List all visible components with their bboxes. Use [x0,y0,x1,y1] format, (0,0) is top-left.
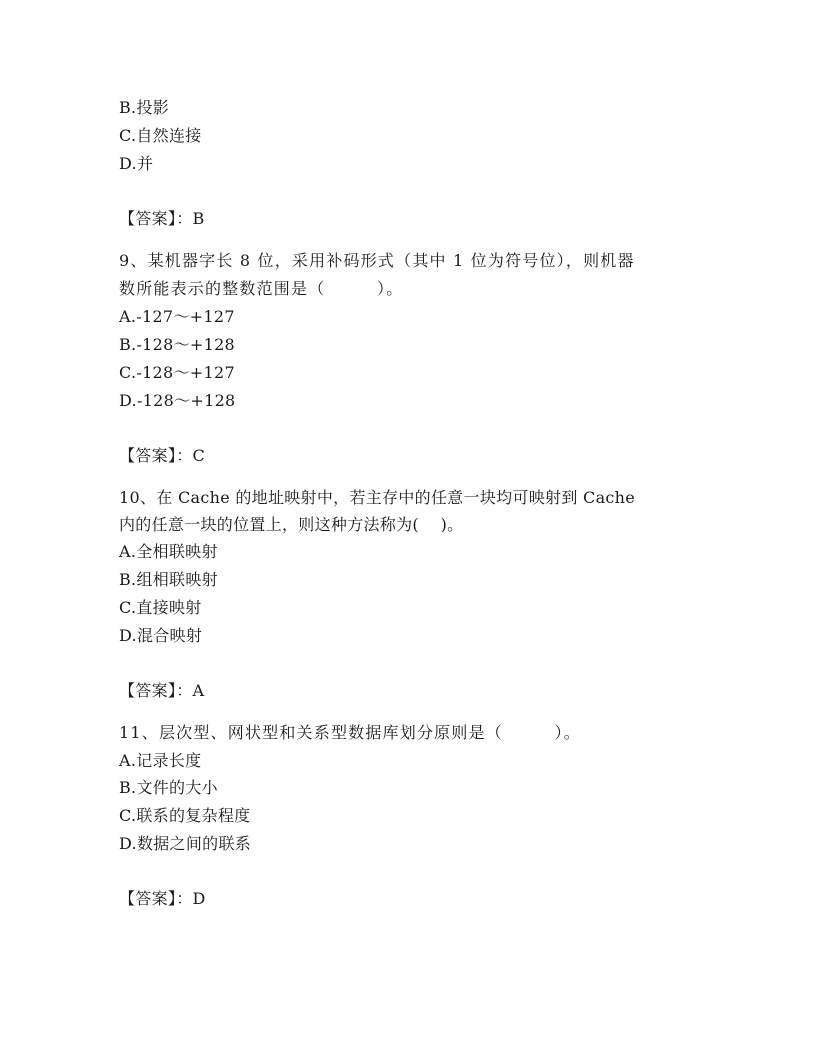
option-b: B.-128～+128 [119,335,236,354]
question-stem: 数所能表示的整数范围是（ ）。 [119,279,404,298]
option-c: C.联系的复杂程度 [119,806,251,825]
answer: 【答案】：B [119,209,205,228]
option-a: A.记录长度 [119,751,202,770]
question-stem: 11、层次型、网状型和关系型数据库划分原则是（ ）。 [119,723,581,742]
option-d: D.混合映射 [119,626,203,645]
option-d: D.-128～+128 [119,391,236,410]
option-c: C.直接映射 [119,598,202,617]
option-b: B.组相联映射 [119,570,218,589]
option-c: C.-128～+127 [119,363,235,382]
answer: 【答案】：C [119,446,206,465]
answer: 【答案】：A [119,681,205,700]
question-stem: 10、在 Cache 的地址映射中，若主存中的任意一块均可映射到 Cache [119,488,636,507]
option-b: B.投影 [119,98,170,117]
question-stem: 9、某机器字长 8 位，采用补码形式（其中 1 位为符号位），则机器 [119,251,635,270]
option-b: B.文件的大小 [119,778,218,797]
option-d: D.并 [119,154,154,173]
option-c: C.自然连接 [119,126,202,145]
option-a: A.全相联映射 [119,542,218,561]
answer: 【答案】：D [119,889,206,908]
option-d: D.数据之间的联系 [119,834,252,853]
option-a: A.-127～+127 [119,307,235,326]
question-stem: 内的任意一块的位置上，则这种方法称为( )。 [119,515,464,534]
